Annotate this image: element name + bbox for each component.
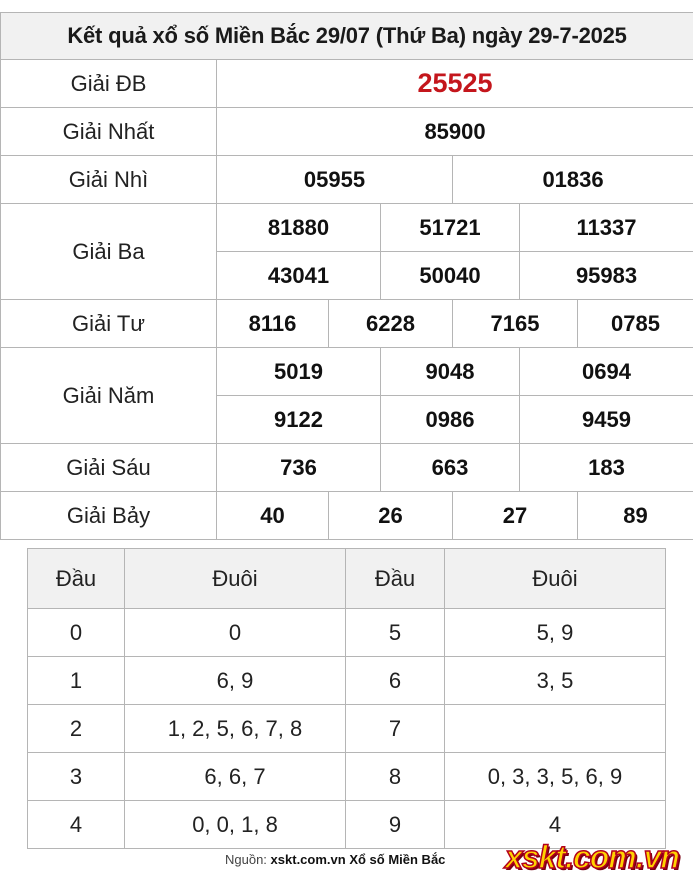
loto-head: 5: [346, 609, 445, 657]
loto-row: [28, 753, 666, 801]
prize-number: 6228: [329, 300, 453, 348]
loto-head: 4: [28, 801, 125, 849]
prize-number: 81880: [217, 204, 381, 252]
prize-row-seventh: [1, 492, 693, 540]
prize-label: Giải Tư: [1, 300, 217, 348]
loto-tail: 0: [125, 609, 346, 657]
prize-label: Giải Năm: [1, 348, 217, 444]
loto-header-row: [28, 549, 666, 609]
loto-tail: 4: [445, 801, 666, 849]
loto-tail: 0, 0, 1, 8: [125, 801, 346, 849]
results-table: [0, 12, 693, 540]
prize-row-fifth: [1, 348, 693, 396]
prize-number: 50040: [381, 252, 520, 300]
prize-number: 736: [217, 444, 381, 492]
page-title: Kết quả xổ số Miền Bắc 29/07 (Thứ Ba) ngày 29-7-2025: [1, 13, 693, 60]
prize-number: 40: [217, 492, 329, 540]
prize-number: 05955: [217, 156, 453, 204]
source-label: Nguồn:: [225, 852, 267, 867]
prize-number: 5019: [217, 348, 381, 396]
loto-tail: 5, 9: [445, 609, 666, 657]
prize-row-special: [1, 60, 693, 108]
prize-number: 0785: [578, 300, 693, 348]
prize-row-sixth: [1, 444, 693, 492]
loto-tail-header: Đuôi: [125, 549, 346, 609]
prize-label: Giải Bảy: [1, 492, 217, 540]
prize-label: Giải Ba: [1, 204, 217, 300]
loto-tail: 1, 2, 5, 6, 7, 8: [125, 705, 346, 753]
prize-number: 9048: [381, 348, 520, 396]
loto-head: 7: [346, 705, 445, 753]
prize-number: 11337: [520, 204, 693, 252]
loto-row: [28, 705, 666, 753]
prize-number: 43041: [217, 252, 381, 300]
prize-row-first: [1, 108, 693, 156]
site-logo[interactable]: xskt.com.vn: [505, 839, 679, 875]
loto-head: 2: [28, 705, 125, 753]
prize-label: Giải Nhì: [1, 156, 217, 204]
source-link[interactable]: xskt.com.vn: [270, 852, 346, 867]
prize-number: 0694: [520, 348, 693, 396]
prize-label: Giải Sáu: [1, 444, 217, 492]
prize-number: 9122: [217, 396, 381, 444]
prize-number: 183: [520, 444, 693, 492]
prize-number: 85900: [217, 108, 693, 156]
loto-head: 3: [28, 753, 125, 801]
prize-number: 89: [578, 492, 693, 540]
prize-number: 9459: [520, 396, 693, 444]
loto-head: 6: [346, 657, 445, 705]
prize-number: 95983: [520, 252, 693, 300]
loto-row: [28, 657, 666, 705]
source-credit: [225, 852, 445, 867]
loto-tail: 6, 9: [125, 657, 346, 705]
prize-number: 8116: [217, 300, 329, 348]
prize-label: Giải ĐB: [1, 60, 217, 108]
loto-tail: 0, 3, 3, 5, 6, 9: [445, 753, 666, 801]
prize-number: 7165: [453, 300, 578, 348]
loto-head: 8: [346, 753, 445, 801]
loto-head-header: Đầu: [28, 549, 125, 609]
loto-head: 0: [28, 609, 125, 657]
loto-table: [27, 548, 666, 849]
source-name: Xổ số Miền Bắc: [349, 852, 446, 867]
prize-row-third: [1, 204, 693, 252]
prize-number: 01836: [453, 156, 693, 204]
loto-tail: [445, 705, 666, 753]
loto-tail: 3, 5: [445, 657, 666, 705]
prize-number: 663: [381, 444, 520, 492]
prize-number: 0986: [381, 396, 520, 444]
special-prize-number: 25525: [217, 60, 693, 108]
prize-number: 51721: [381, 204, 520, 252]
loto-head: 9: [346, 801, 445, 849]
prize-label: Giải Nhất: [1, 108, 217, 156]
loto-tail-header: Đuôi: [445, 549, 666, 609]
prize-row-second: [1, 156, 693, 204]
prize-number: 27: [453, 492, 578, 540]
loto-tail: 6, 6, 7: [125, 753, 346, 801]
prize-row-fourth: [1, 300, 693, 348]
loto-row: [28, 609, 666, 657]
loto-head: 1: [28, 657, 125, 705]
prize-number: 26: [329, 492, 453, 540]
loto-head-header: Đầu: [346, 549, 445, 609]
